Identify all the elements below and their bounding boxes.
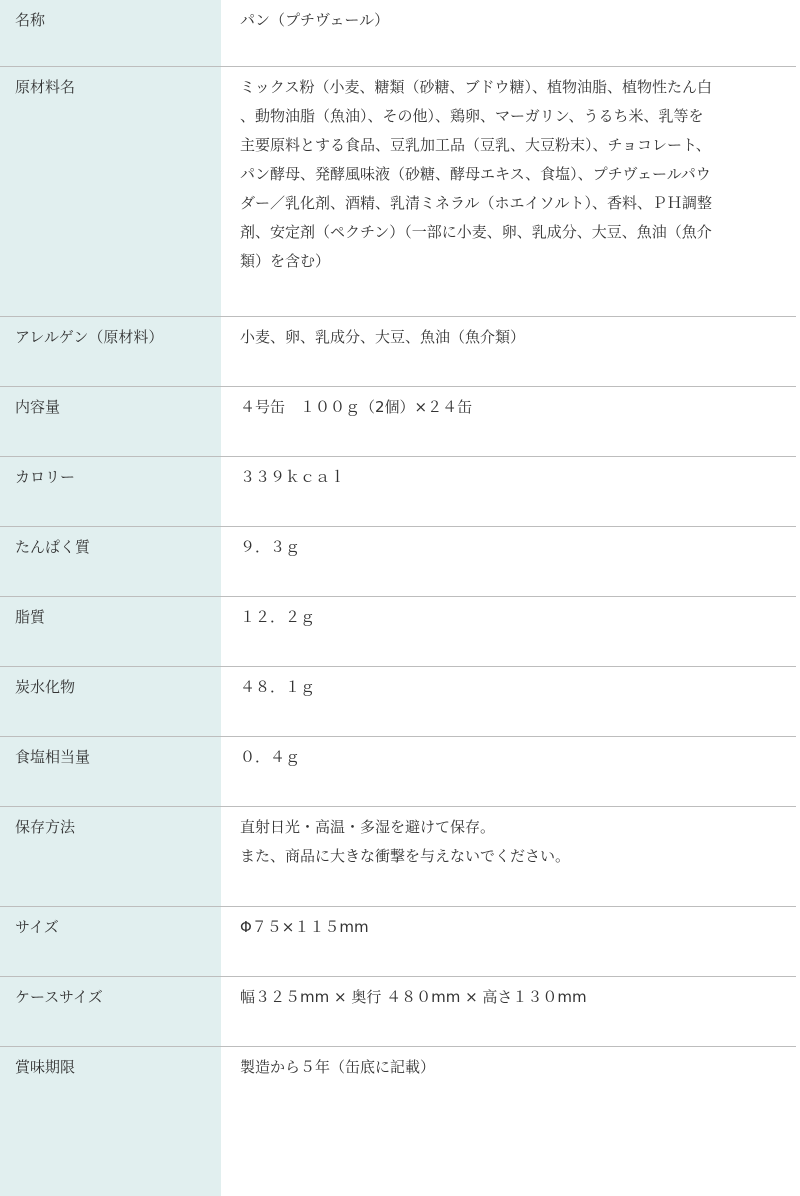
spec-label: 脂質 bbox=[15, 608, 46, 626]
spec-label: カロリー bbox=[15, 468, 76, 486]
spec-value-line: また、商品に大きな衝撃を与えないでください。 bbox=[240, 847, 571, 865]
spec-value-line: 幅３２５mm × 奥行 ４８０mm × 高さ１３０mm bbox=[240, 988, 587, 1006]
spec-row-protein bbox=[0, 527, 796, 597]
spec-value-line: 、動物油脂（魚油）、その他）、鶏卵、マーガリン、うるち米、乳等を bbox=[240, 107, 704, 125]
spec-value bbox=[221, 1043, 721, 1196]
spec-label: 内容量 bbox=[15, 398, 61, 416]
spec-value-line: ４８．１ｇ bbox=[240, 678, 316, 696]
spec-value-line: Φ７５×１１５mm bbox=[240, 918, 369, 936]
spec-value bbox=[221, 903, 721, 976]
spec-value-line: 主要原料とする食品、豆乳加工品（豆乳、大豆粉末）、チョコレート、 bbox=[240, 136, 711, 154]
spec-value bbox=[221, 733, 721, 806]
spec-row-allergens bbox=[0, 317, 796, 387]
spec-value-line: 剤、安定剤（ペクチン）（一部に小麦、卵、乳成分、大豆、魚油（魚介 bbox=[240, 223, 712, 241]
spec-label: 炭水化物 bbox=[15, 678, 76, 696]
spec-value-line: パン（プチヴェール） bbox=[240, 11, 390, 29]
spec-row-storage bbox=[0, 807, 796, 907]
spec-label: 原材料名 bbox=[15, 78, 76, 96]
spec-value bbox=[221, 453, 721, 526]
spec-label: 保存方法 bbox=[15, 818, 76, 836]
spec-value-line: 直射日光・高温・多湿を避けて保存。 bbox=[240, 818, 496, 836]
spec-value-line: 小麦、卵、乳成分、大豆、魚油（魚介類） bbox=[240, 328, 526, 346]
spec-value-line: パン酵母、発酵風味液（砂糖、酵母エキス、食塩）、プチヴェールパウ bbox=[240, 165, 711, 183]
spec-row-calories bbox=[0, 457, 796, 527]
spec-value bbox=[221, 973, 721, 1046]
spec-row-fat bbox=[0, 597, 796, 667]
spec-value-line: ミックス粉（小麦、糖類（砂糖、ブドウ糖）、植物油脂、植物性たん白 bbox=[240, 78, 713, 96]
spec-row-carbohydrates bbox=[0, 667, 796, 737]
spec-value-line: ４号缶 １００ｇ（2個）×２４缶 bbox=[240, 398, 473, 416]
spec-row-salt bbox=[0, 737, 796, 807]
spec-value bbox=[221, 0, 721, 66]
spec-value-line: ３３９ｋｃａｌ bbox=[240, 468, 346, 486]
spec-row-name bbox=[0, 0, 796, 67]
spec-value bbox=[221, 523, 721, 596]
spec-row-best-before bbox=[0, 1047, 796, 1196]
spec-value-line: ９．３ｇ bbox=[240, 538, 301, 556]
spec-value bbox=[221, 663, 721, 736]
spec-value bbox=[221, 803, 721, 906]
spec-label: 名称 bbox=[15, 11, 46, 29]
spec-value-line: ダー／乳化剤、酒精、乳清ミネラル（ホエイソルト）、香料、ＰＨ調整 bbox=[240, 194, 713, 212]
spec-value bbox=[221, 593, 721, 666]
spec-label: アレルゲン（原材料） bbox=[15, 328, 164, 346]
spec-label: たんぱく質 bbox=[15, 538, 91, 556]
spec-value-line: ０．４ｇ bbox=[240, 748, 301, 766]
spec-row-case-size bbox=[0, 977, 796, 1047]
spec-label: 賞味期限 bbox=[15, 1058, 76, 1076]
spec-label: サイズ bbox=[15, 918, 59, 936]
spec-value-line: 製造から５年（缶底に記載） bbox=[240, 1058, 436, 1076]
spec-label: 食塩相当量 bbox=[15, 748, 91, 766]
spec-label: ケースサイズ bbox=[15, 988, 103, 1006]
spec-value-line: 類）を含む） bbox=[240, 252, 331, 270]
spec-row-size bbox=[0, 907, 796, 977]
spec-value bbox=[221, 383, 721, 456]
spec-value bbox=[221, 313, 721, 386]
spec-row-ingredients bbox=[0, 67, 796, 317]
spec-value-line: １２．２ｇ bbox=[240, 608, 316, 626]
spec-value bbox=[221, 63, 721, 316]
spec-row-contents bbox=[0, 387, 796, 457]
